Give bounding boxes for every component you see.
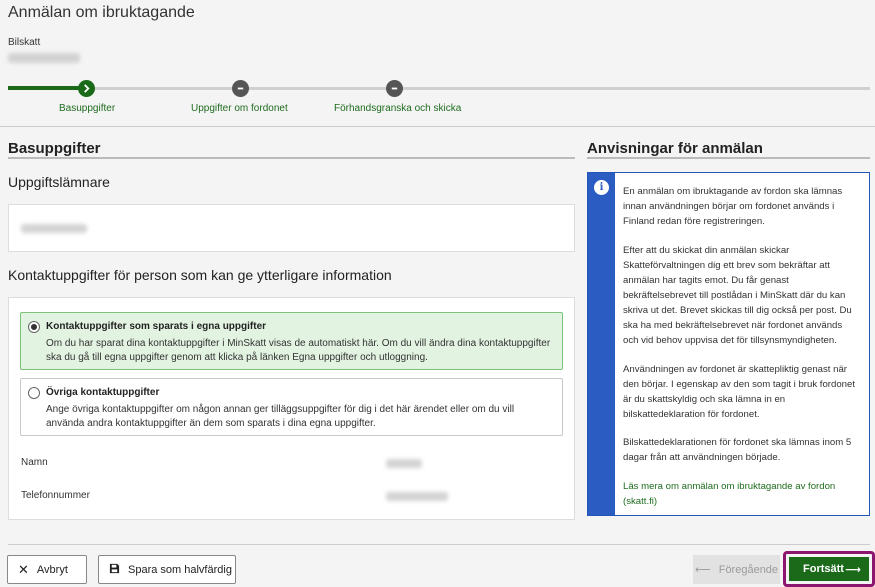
instructions-paragraph-1: En anmälan om ibruktagande av fordon ska lämnas innan användningen börjar om fordonet används i Finland redan före registreringen. — [623, 186, 843, 227]
save-icon — [109, 563, 120, 576]
option-other-description: Ange övriga kontaktuppgifter om någon annan ger tilläggsuppgifter för dig i det här ärendet eller om du vill använda andra kontaktuppgifter än dem som sparats i dina egna uppgifter. — [46, 404, 515, 429]
option-saved-description: Om du har sparat dina kontaktuppgifter i MinSkatt visas de automatiskt här. Om du vill ändra dina kontaktuppgifter ska du gå till egna uppgifter genom att klicka på länken Egna uppgifter och utloggning. — [46, 338, 551, 363]
arrow-right-icon: ⟶ — [845, 563, 861, 576]
section-heading-rule — [8, 157, 575, 159]
progress-stepper — [0, 78, 875, 118]
step-1-label[interactable]: Basuppgifter — [59, 103, 116, 114]
option-saved-title: Kontaktuppgifter som sparats i egna uppgifter — [46, 321, 267, 332]
option-other-title: Övriga kontaktuppgifter — [46, 387, 160, 398]
save-draft-button[interactable] — [98, 555, 236, 584]
next-button-label: Fortsätt — [803, 563, 844, 575]
redacted-registration — [8, 53, 80, 63]
stepper-divider — [0, 126, 875, 127]
stepper-track-progress — [8, 86, 86, 90]
instructions-heading-rule — [587, 157, 870, 159]
contact-option-saved[interactable] — [20, 312, 563, 370]
close-icon: ✕ — [18, 562, 29, 577]
step-2-label[interactable]: Uppgifter om fordonet — [191, 103, 288, 114]
instructions-heading: Anvisningar för anmälan — [587, 140, 763, 157]
cancel-button[interactable] — [7, 555, 87, 584]
previous-button-label: Föregående — [718, 563, 779, 576]
next-button[interactable] — [789, 557, 869, 581]
next-button-focus-ring — [783, 551, 875, 587]
submitter-heading: Uppgiftslämnare — [8, 174, 110, 190]
step-3-minus-icon[interactable] — [386, 80, 403, 97]
redacted-submitter-name — [21, 224, 87, 233]
instructions-paragraph-3: Användningen av fordonet är skattepliktig genast när den börjar. I egenskap av den som tagit i bruk fordonet är du skattskyldig och ska lämna in en bilskattedeklaration för fordonet. — [623, 364, 855, 420]
contact-option-other[interactable] — [20, 378, 563, 436]
instructions-paragraph-2: Efter att du skickat din anmälan skickar Skatteförvaltningen dig ett brev som bekräftar att anmälan har tagits emot. Du får genast bekräftelsebrevet till postlådan i MinSkatt där du kan skriva ut det. Brevet skickas till dig också per post. Du ska ha med bekräftelsebrevet när fordonet används och vid behov uppvisa det för tillsynsmyndigheten. — [623, 245, 852, 346]
radio-other-contact[interactable] — [28, 387, 40, 399]
info-icon: i — [594, 180, 609, 195]
cancel-button-label: Avbryt — [36, 563, 68, 576]
previous-button[interactable] — [693, 555, 780, 584]
redacted-name-value — [386, 459, 422, 468]
save-draft-button-label: Spara som halvfärdig — [128, 563, 232, 576]
redacted-phone-value — [386, 492, 448, 501]
page-title: Anmälan om ibruktagande — [8, 4, 195, 21]
contact-card — [8, 297, 575, 520]
arrow-left-icon: ⟵ — [694, 564, 711, 576]
instructions-paragraph-4: Bilskattedeklarationen för fordonet ska lämnas inom 5 dagar från att användningen började. — [623, 437, 852, 463]
footer-divider — [8, 544, 870, 545]
name-label: Namn — [21, 457, 48, 468]
submitter-card — [8, 204, 575, 252]
tax-type-label: Bilskatt — [8, 37, 41, 48]
radio-saved-contact[interactable] — [28, 321, 40, 333]
instructions-link[interactable]: Läs mera om anmälan om ibruktagande av fordon (skatt.fi) — [623, 481, 836, 507]
phone-label: Telefonnummer — [21, 490, 90, 501]
step-1-chevron-right-icon[interactable] — [78, 80, 95, 97]
instructions-panel — [587, 172, 870, 516]
info-bar — [588, 173, 615, 515]
step-3-label[interactable]: Förhandsgranska och skicka — [334, 103, 462, 114]
stepper-track — [8, 87, 870, 90]
contact-heading: Kontaktuppgifter för person som kan ge ytterligare information — [8, 267, 392, 283]
section-heading: Basuppgifter — [8, 140, 101, 157]
step-2-minus-icon[interactable] — [232, 80, 249, 97]
